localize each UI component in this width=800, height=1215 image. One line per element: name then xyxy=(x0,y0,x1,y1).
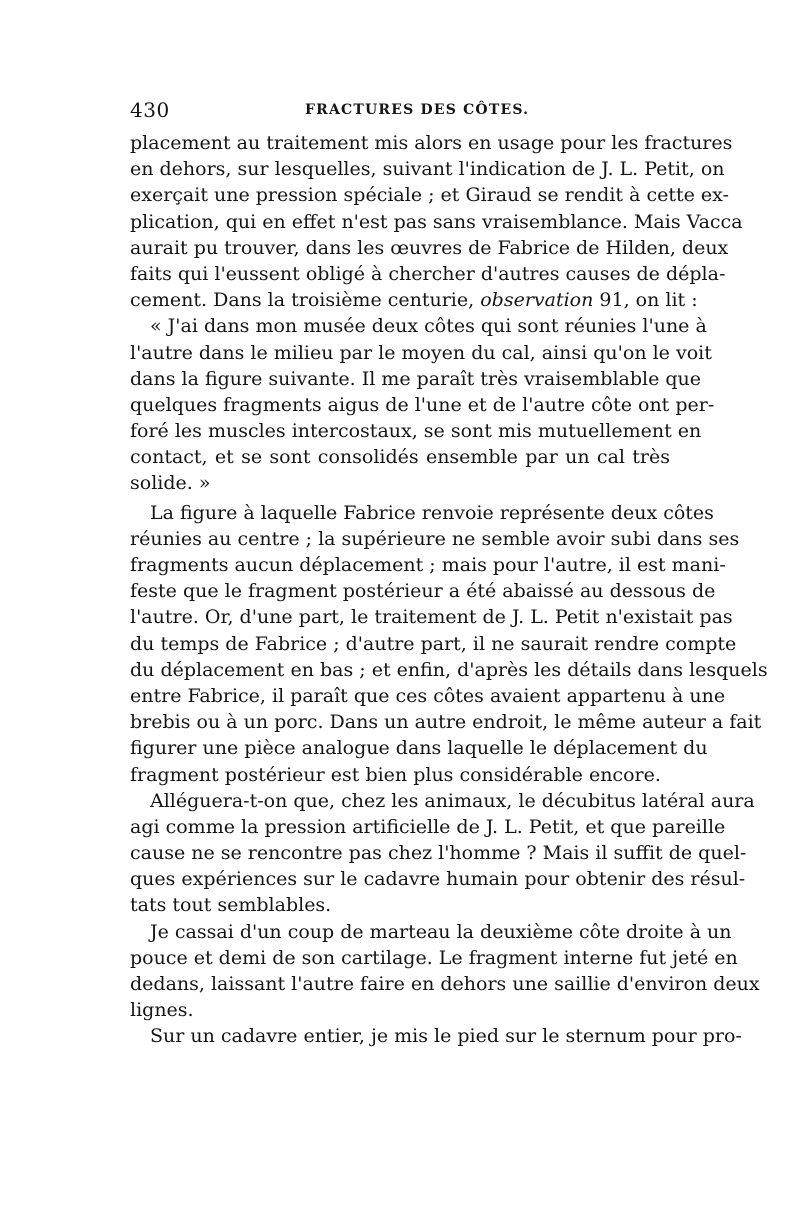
text-line: placement au traitement mis alors en usage pour les fractures xyxy=(130,132,733,154)
quote-line: contact, et se sont consolidés ensemble par un cal très xyxy=(130,446,670,469)
page-number: 430 xyxy=(130,98,170,122)
text-line: Alléguera-t-on que, chez les animaux, le décubitus latéral aura xyxy=(150,789,755,812)
text-line: pouce et demi de son cartilage. Le fragment interne fut jeté en xyxy=(130,946,738,969)
text-line: La figure à laquelle Fabrice renvoie représente deux côtes xyxy=(150,501,714,524)
text-line: réunies au centre ; la supérieure ne semble avoir subi dans ses xyxy=(130,527,740,550)
text-line-observation xyxy=(130,287,698,313)
quote-line: quelques fragments aigus de l'une et de l'autre côte ont per- xyxy=(130,393,715,416)
text-line: feste que le fragment postérieur a été abaissé au dessous de xyxy=(130,580,716,603)
text-line: en dehors, sur lesquelles, suivant l'indication de J. L. Petit, on xyxy=(130,158,725,181)
text-line: ques expériences sur le cadavre humain pour obtenir des résul- xyxy=(130,868,746,891)
text-line: figurer une pièce analogue dans laquelle le déplacement du xyxy=(130,737,708,760)
body-text xyxy=(130,130,768,1050)
text-line: Je cassai d'un coup de marteau la deuxième côte droite à un xyxy=(150,920,732,943)
text-line: fragment postérieur est bien plus considérable encore. xyxy=(130,763,661,786)
text-line: brebis ou à un porc. Dans un autre endroit, le même auteur a fait xyxy=(130,711,762,734)
quote-line: dans la figure suivante. Il me paraît très vraisemblable que xyxy=(130,367,702,390)
running-title: FRACTURES DES CÔTES. xyxy=(305,102,530,118)
text-fragment: 91, on lit : xyxy=(593,289,698,312)
text-line: dedans, laissant l'autre faire en dehors une saillie d'environ deux xyxy=(130,973,760,995)
observation-reference: observation xyxy=(480,289,594,312)
text-line: l'autre. Or, d'une part, le traitement de J. L. Petit n'existait pas xyxy=(130,606,733,629)
text-line: du déplacement en bas ; et enfin, d'après les détails dans lesquels xyxy=(130,658,768,681)
text-line: du temps de Fabrice ; d'autre part, il ne saurait rendre compte xyxy=(130,632,737,655)
text-line: tats tout semblables. xyxy=(130,894,332,917)
text-line: fragments aucun déplacement ; mais pour l'autre, il est mani- xyxy=(130,554,726,576)
quote-line: foré les muscles intercostaux, se sont mis mutuellement en xyxy=(130,420,702,443)
text-fragment: cement. Dans la troisième centurie, xyxy=(130,289,481,312)
text-line: plication, qui en effet n'est pas sans vraisemblance. Mais Vacca xyxy=(130,210,743,233)
text-line: aurait pu trouver, dans les œuvres de Fabrice de Hilden, deux xyxy=(130,236,729,259)
text-line: exerçait une pression spéciale ; et Giraud se rendit à cette ex- xyxy=(130,184,729,207)
running-head xyxy=(130,98,670,124)
text-line: faits qui l'eussent obligé à chercher d'autres causes de dépla- xyxy=(130,262,726,285)
quote-line: l'autre dans le milieu par le moyen du cal, ainsi qu'on le voit xyxy=(130,341,712,364)
quote-line: « J'ai dans mon musée deux côtes qui sont réunies l'une à xyxy=(150,315,707,338)
text-line: lignes. xyxy=(130,999,194,1022)
text-line: entre Fabrice, il paraît que ces côtes avaient appartenu à une xyxy=(130,684,726,707)
quote-line: solide. » xyxy=(130,472,211,495)
text-line: agi comme la pression artificielle de J. L. Petit, et que pareille xyxy=(130,815,726,838)
text-line: Sur un cadavre entier, je mis le pied sur le sternum pour pro- xyxy=(150,1025,742,1048)
text-line: cause ne se rencontre pas chez l'homme ? Mais il suffit de quel- xyxy=(130,842,747,865)
